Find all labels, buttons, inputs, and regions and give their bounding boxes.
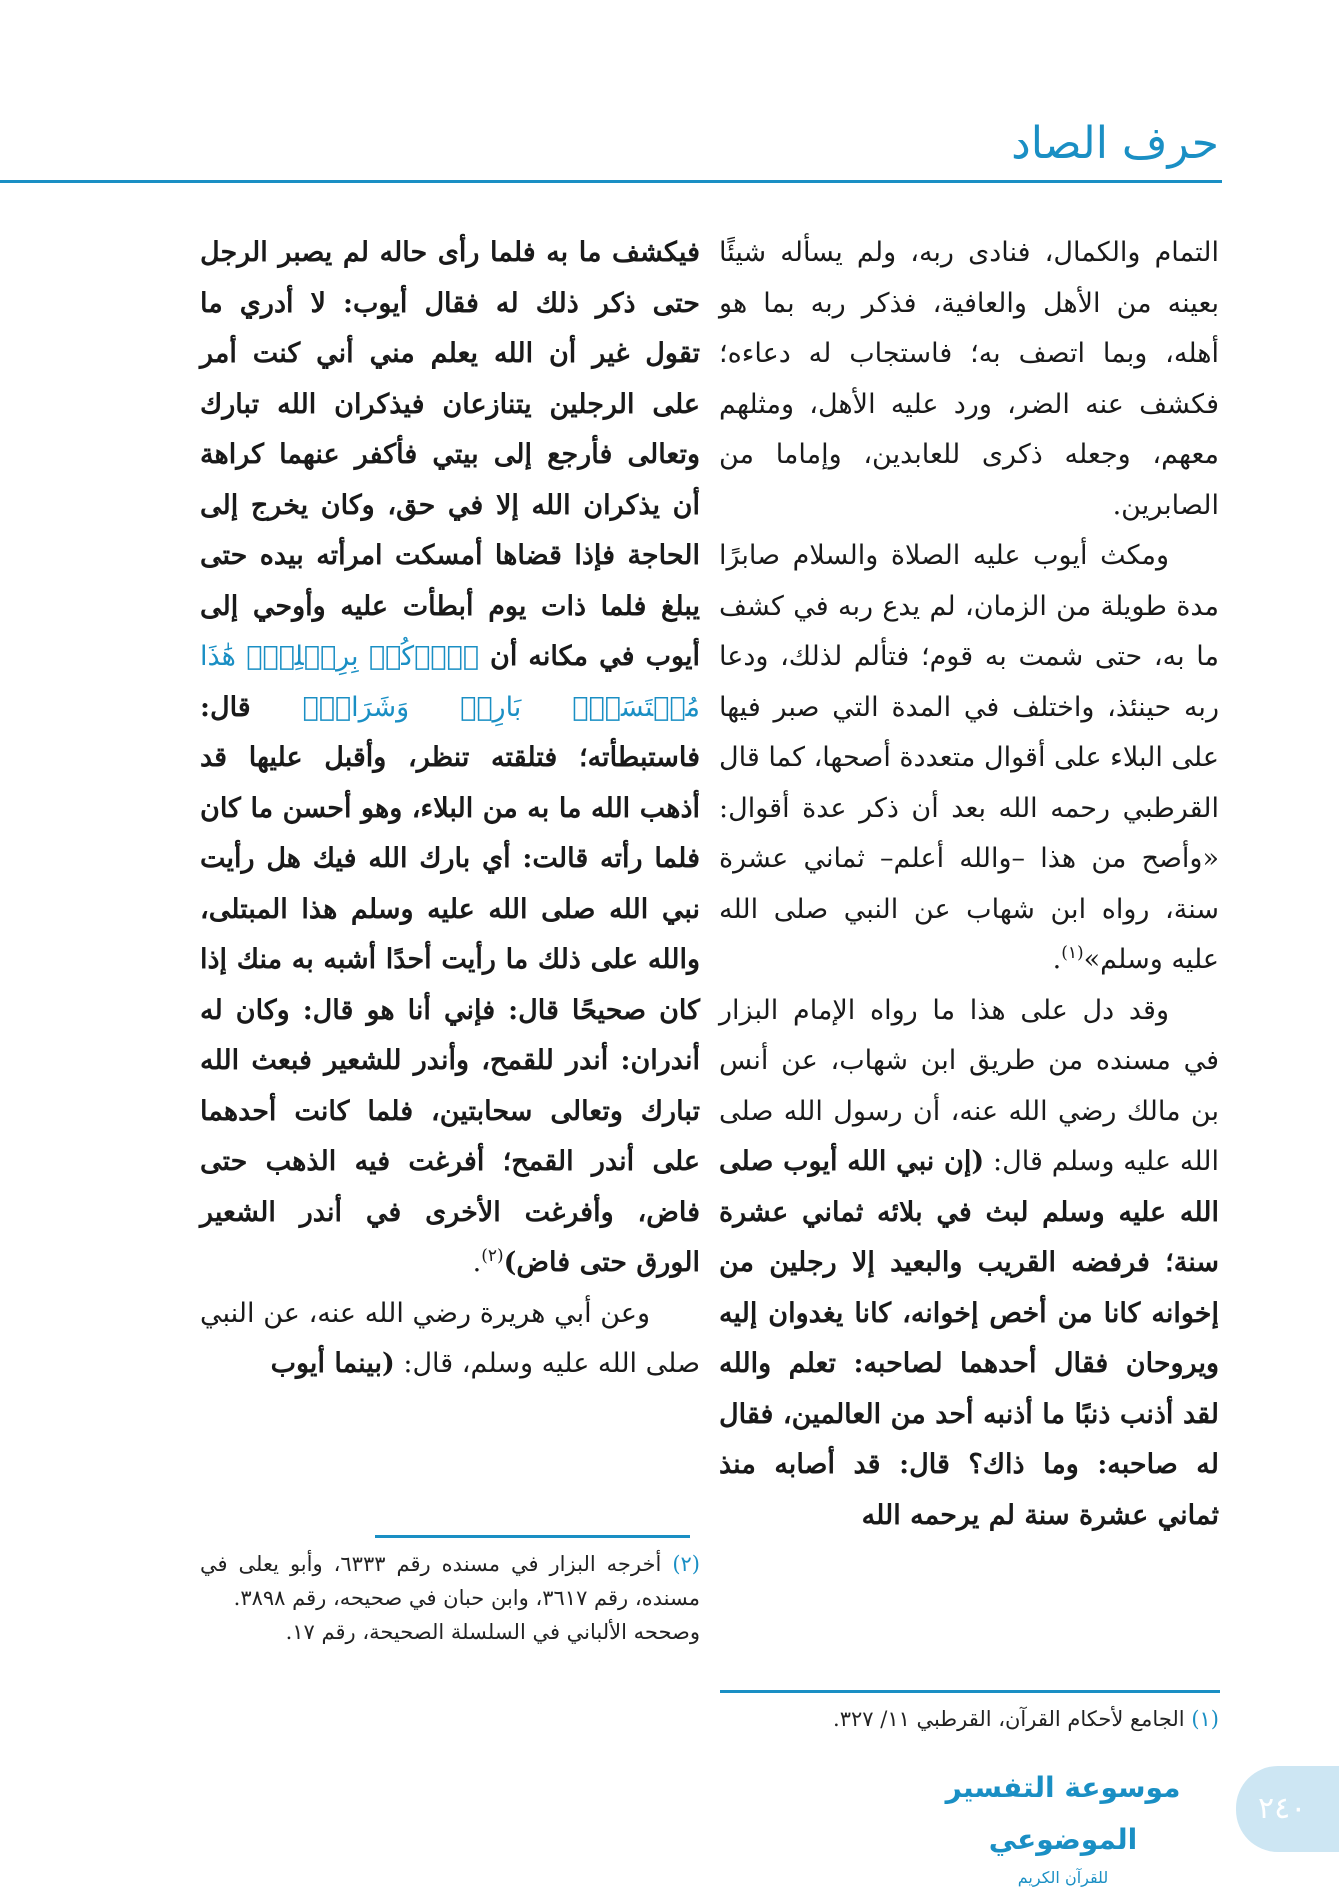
- footnote-number: (٢): [672, 1552, 700, 1576]
- logo-subtitle: للقرآن الكريم: [1017, 1868, 1109, 1887]
- hadith-text: (إن نبي الله أيوب صلى الله عليه وسلم لبث في بلائه ثماني عشرة سنة؛ فرفضه القريب والبعيد إلا رجلين من إخوانه كانا من أخص إخوانه، كانا يغدوان إليه ويروحان فقال أحدهما لصاحبه: تعلم والله لقد أذنب ذنبًا ما أذنبه أحد من العالمين، فقال له صاحبه: وما ذاك؟ قال: قد أصابه منذ ثماني عشرة سنة لم يرحمه الله: [719, 1146, 1219, 1531]
- quran-verse: ﴿ٱرۡكُضۡ بِرِجۡلِكَۖ هَٰذَا مُغۡتَسَلُۢ بَارِدٞ وَشَرَابٞ﴾: [200, 641, 700, 723]
- paragraph: [200, 1289, 700, 1390]
- paragraph-text: ومكث أيوب عليه الصلاة والسلام صابرًا مدة طويلة من الزمان، لم يدع ربه في كشف ما به، حتى شمت به قوم؛ فتألم لذلك، ودعا ربه حينئذ، واختلف في المدة التي صبر فيها على البلاء على أقوال متعددة أصحها، كما قال القرطبي رحمه الله بعد أن ذكر عدة أقوال: «وأصح من هذا –والله أعلم– ثماني عشرة سنة، رواه ابن شهاب عن النبي صلى الله عليه وسلم»: [718, 540, 1219, 975]
- page-number: ٢٤٠: [1236, 1766, 1339, 1852]
- logo-title: موسوعة التفسير الموضوعي: [945, 1771, 1181, 1856]
- hadith-text: فيكشف ما به فلما رأى حاله لم يصبر الرجل حتى ذكر ذلك له فقال أيوب: لا أدري ما تقول غير أن الله يعلم مني أني كنت أمر على الرجلين يتنازعان فيذكران الله تبارك وتعالى فأرجع إلى بيتي فأكفر عنهما كراهة أن يذكران الله إلا في حق، وكان يخرج إلى الحاجة فإذا قضاها أمسكت امرأته بيده حتى يبلغ فلما ذات يوم أبطأت عليه وأوحي إلى أيوب في مكانه أن: [200, 237, 700, 672]
- footnote-rule: [720, 1690, 1220, 1693]
- footnote-rule: [375, 1535, 690, 1538]
- hadith-text: قال: فاستبطأته؛ فتلقته تنظر، وأقبل عليها قد أذهب الله ما به من البلاء، وهو أحسن ما كان فلما رأته قالت: أي بارك الله فيك هل رأيت نبي الله صلى الله عليه وسلم هذا المبتلى، والله على ذلك ما رأيت أحدًا أشبه به منك إذا كان صحيحًا قال: فإني أنا هو قال: وكان له أندران: أندر للقمح، وأندر للشعير فبعث الله تبارك وتعالى سحابتين، فلما كانت أحدهما على أندر القمح؛ أفرغت فيه الذهب حتى فاض، وأفرغت الأخرى في أندر الشعير الورق حتى فاض): [200, 691, 700, 1278]
- paragraph: [719, 986, 1219, 1542]
- hadith-text: (بينما أيوب: [270, 1348, 395, 1379]
- footnote-2: [200, 1547, 700, 1649]
- paragraph-text: وقد دل على هذا ما رواه الإمام البزار في مسنده من طريق ابن شهاب، عن أنس بن مالك رضي الله عنه، أن رسول الله صلى الله عليه وسلم قال:: [719, 994, 1220, 1177]
- footnote-text: الجامع لأحكام القرآن، القرطبي ١١/ ٣٢٧.: [833, 1707, 1185, 1731]
- punctuation: .: [472, 1247, 482, 1278]
- left-column: [200, 228, 700, 1390]
- encyclopedia-logo: [932, 1762, 1194, 1887]
- footnote-number: (١): [1191, 1707, 1219, 1731]
- paragraph: [200, 228, 700, 1289]
- paragraph: التمام والكمال، فنادى ربه، ولم يسأله شيئًا بعينه من الأهل والعافية، فذكر ربه بما هو أهله، وبما اتصف به؛ فاستجاب له دعاءه؛ فكشف عنه الضر، ورد عليه الأهل، ومثلهم معهم، وجعله ذكرى للعابدين، وإماما من الصابرين.: [719, 237, 1219, 521]
- footnote-text: وصححه الألباني في السلسلة الصحيحة، رقم ١٧.: [285, 1620, 700, 1644]
- section-title: حرف الصاد: [1011, 118, 1219, 169]
- paragraph-text: وعن أبي هريرة رضي الله عنه، عن النبي صلى الله عليه وسلم، قال:: [200, 1297, 700, 1379]
- paragraph: [719, 531, 1219, 986]
- footnote-1: [719, 1702, 1219, 1736]
- header-rule: [0, 180, 1222, 183]
- footnote-ref-1: (١): [1061, 943, 1084, 963]
- footnote-ref-2: (٢): [481, 1246, 504, 1266]
- right-column: [719, 228, 1219, 1541]
- footnote-text: أخرجه البزار في مسنده رقم ٦٣٣٣، وأبو يعلى في مسنده، رقم ٣٦١٧، وابن حبان في صحيحه، رقم ٣٨٩٨.: [200, 1552, 700, 1610]
- punctuation: .: [1052, 944, 1062, 975]
